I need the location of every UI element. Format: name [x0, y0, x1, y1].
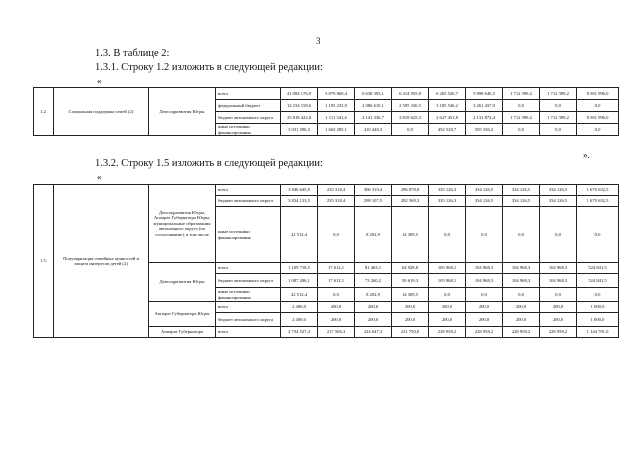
measure-name: Популяризация семейных ценностей и защита интересов детей (2) — [54, 185, 149, 338]
amount-cell: 22 512,4 — [281, 207, 318, 263]
amount-cell: 334 126,5 — [466, 196, 503, 207]
funding-source: иные источники финансирования — [216, 124, 281, 136]
amount-cell: 25 818 422,0 — [281, 112, 318, 124]
amount-cell: 334 126,5 — [503, 185, 540, 196]
table-row-1-2 — [33, 87, 619, 136]
executor: Аппарат Губернатора — [149, 327, 216, 338]
amount-cell: 1 712 399,2 — [503, 112, 540, 124]
amount-cell: 505 336,2 — [466, 124, 503, 136]
amount-cell: 200,0 — [318, 313, 355, 327]
amount-cell: 0,0 — [577, 100, 619, 112]
amount-cell: 200,0 — [540, 302, 577, 313]
amount-cell: 3 824 133,5 — [281, 196, 318, 207]
amount-cell: 335 126,3 — [429, 185, 466, 196]
amount-cell: 0,0 — [577, 124, 619, 136]
amount-cell: 334 126,5 — [540, 185, 577, 196]
amount-cell: 0,0 — [318, 288, 355, 302]
amount-cell: 17 612,1 — [318, 274, 355, 288]
amount-cell: 200,0 — [503, 313, 540, 327]
amount-cell: 200,0 — [503, 302, 540, 313]
amount-cell: 217 506,3 — [318, 327, 355, 338]
table-row — [34, 88, 619, 100]
amount-cell: 0,0 — [318, 207, 355, 263]
amount-cell: 200,0 — [429, 313, 466, 327]
amount-cell: 14 309,5 — [392, 207, 429, 263]
amount-cell: 1 712 399,2 — [540, 88, 577, 100]
funding-source: бюджет автономного округа — [216, 274, 281, 288]
page-number: 3 — [316, 36, 321, 46]
amount-cell: 1 712 399,2 — [540, 112, 577, 124]
amount-cell: 104 968,3 — [540, 274, 577, 288]
amount-cell: 1 111 341,4 — [318, 112, 355, 124]
amount-cell: 1 105 233,9 — [318, 100, 355, 112]
amount-cell: 524 841,5 — [577, 274, 619, 288]
amount-cell: 296 878,8 — [392, 185, 429, 196]
amount-cell: 2 086 610,1 — [355, 100, 392, 112]
amount-cell: 41 084 176,9 — [281, 88, 318, 100]
amount-cell: 2 400,0 — [281, 313, 318, 327]
amount-cell: 200,0 — [429, 302, 466, 313]
amount-cell: 12 234 158,6 — [281, 100, 318, 112]
amount-cell: 5 898 646,5 — [466, 88, 503, 100]
amount-cell: 335 126,3 — [429, 196, 466, 207]
amount-cell: 228 958,2 — [503, 327, 540, 338]
subsection-heading-1-3-1: 1.3.1. Строку 1.2 изложить в следующей редакции: — [95, 62, 323, 73]
amount-cell: 306 310,4 — [355, 185, 392, 196]
amount-cell: 0,0 — [429, 288, 466, 302]
amount-cell: 1 670 632,5 — [577, 185, 619, 196]
amount-cell: 1 663 285,1 — [318, 124, 355, 136]
amount-cell: 1 087 206,1 — [281, 274, 318, 288]
amount-cell: 1 000,0 — [577, 313, 619, 327]
amount-cell: 0,0 — [540, 207, 577, 263]
amount-cell: 8 202,9 — [355, 207, 392, 263]
amount-cell: 81 463,1 — [355, 263, 392, 274]
amount-cell: 410 446,3 — [355, 124, 392, 136]
amount-cell: 334 126,5 — [503, 196, 540, 207]
amount-cell: 224 647,3 — [355, 327, 392, 338]
amount-cell: 524 841,5 — [577, 263, 619, 274]
amount-cell: 0,0 — [392, 124, 429, 136]
amount-cell: 4 141 336,7 — [355, 112, 392, 124]
amount-cell: 1 109 718,5 — [281, 263, 318, 274]
amount-cell: 231 750,0 — [392, 327, 429, 338]
executor: Депсоцразвития Югры — [149, 88, 216, 136]
amount-cell: 14 309,5 — [392, 288, 429, 302]
amount-cell: 200,0 — [466, 302, 503, 313]
funding-source: иные источники финансирования — [216, 288, 281, 302]
amount-cell: 200,0 — [466, 313, 503, 327]
amount-cell: 105 968,1 — [429, 274, 466, 288]
amount-cell: 8 561 996,0 — [577, 112, 619, 124]
amount-cell: 73 260,2 — [355, 274, 392, 288]
amount-cell: 3 819 625,3 — [392, 112, 429, 124]
row-number: 1.2. — [34, 88, 54, 136]
funding-source: всего — [216, 88, 281, 100]
amount-cell: 2 595 330,5 — [392, 100, 429, 112]
open-quote-2: « — [97, 172, 102, 182]
table-row-1-5 — [33, 184, 619, 338]
amount-cell: 334 126,5 — [466, 185, 503, 196]
subsection-heading-1-3-2: 1.3.2. Строку 1.5 изложить в следующей редакции: — [95, 158, 323, 169]
executor: Депсоцразвития Югры, Аппарат Губернатора Югры, муниципальные образования автономного округа (по согласованию), в том числе — [149, 185, 216, 263]
amount-cell: 0,0 — [540, 288, 577, 302]
funding-source: бюджет автономного округа — [216, 196, 281, 207]
amount-cell: 0,0 — [540, 100, 577, 112]
amount-cell: 104 968,3 — [466, 274, 503, 288]
section-heading: 1.3. В таблице 2: — [95, 48, 170, 59]
amount-cell: 228 958,2 — [429, 327, 466, 338]
amount-cell: 0,0 — [466, 207, 503, 263]
amount-cell: 0,0 — [540, 124, 577, 136]
amount-cell: 200,0 — [392, 302, 429, 313]
amount-cell: 2 734 527,4 — [281, 327, 318, 338]
amount-cell: 0,0 — [503, 100, 540, 112]
amount-cell: 0,0 — [577, 288, 619, 302]
amount-cell: 1 670 632,5 — [577, 196, 619, 207]
funding-source: всего — [216, 302, 281, 313]
amount-cell: 200,0 — [540, 313, 577, 327]
amount-cell: 1 712 399,2 — [503, 88, 540, 100]
amount-cell: 200,0 — [392, 313, 429, 327]
funding-source: иные источники финансирования — [216, 207, 281, 263]
amount-cell: 2 131 872,4 — [466, 112, 503, 124]
amount-cell: 235 318,4 — [318, 196, 355, 207]
amount-cell: 200,0 — [355, 313, 392, 327]
amount-cell: 3 261 437,9 — [466, 100, 503, 112]
amount-cell: 6 414 955,8 — [392, 88, 429, 100]
amount-cell: 17 612,1 — [318, 263, 355, 274]
amount-cell: 228 958,2 — [540, 327, 577, 338]
funding-source: бюджет автономного округа — [216, 112, 281, 124]
amount-cell: 8 561 996,0 — [577, 88, 619, 100]
amount-cell: 64 928,8 — [392, 263, 429, 274]
amount-cell: 200,0 — [318, 302, 355, 313]
amount-cell: 22 512,4 — [281, 288, 318, 302]
amount-cell: 6 638 393,1 — [355, 88, 392, 100]
executor: Депсоцразвития Югры — [149, 263, 216, 302]
row-number: 1.5. — [34, 185, 54, 338]
funding-source: всего — [216, 185, 281, 196]
amount-cell: 3 185 546,2 — [429, 100, 466, 112]
funding-source: федеральный бюджет — [216, 100, 281, 112]
amount-cell: 8 202,9 — [355, 288, 392, 302]
funding-source: всего — [216, 327, 281, 338]
amount-cell: 0,0 — [429, 207, 466, 263]
amount-cell: 3 031 596,3 — [281, 124, 318, 136]
amount-cell: 200,0 — [355, 302, 392, 313]
amount-cell: 0,0 — [503, 207, 540, 263]
amount-cell: 2 400,0 — [281, 302, 318, 313]
amount-cell: 282 569,3 — [392, 196, 429, 207]
amount-cell: 104 968,3 — [503, 274, 540, 288]
amount-cell: 50 619,3 — [392, 274, 429, 288]
executor: Аппарат Губернатора Югры — [149, 302, 216, 327]
amount-cell: 3 879 860,4 — [318, 88, 355, 100]
measure-name: Социальная поддержка семей (2) — [54, 88, 149, 136]
funding-source: бюджет автономного округа — [216, 313, 281, 327]
amount-cell: 298 107,5 — [355, 196, 392, 207]
amount-cell: 0,0 — [466, 288, 503, 302]
amount-cell: 104 968,3 — [466, 263, 503, 274]
amount-cell: 1 000,0 — [577, 302, 619, 313]
amount-cell: 0,0 — [503, 288, 540, 302]
amount-cell: 2 627 451,8 — [429, 112, 466, 124]
amount-cell: 104 968,3 — [503, 263, 540, 274]
amount-cell: 6 265 526,7 — [429, 88, 466, 100]
amount-cell: 3 846 645,9 — [281, 185, 318, 196]
amount-cell: 0,0 — [577, 207, 619, 263]
close-quote: ». — [583, 150, 590, 160]
amount-cell: 105 968,1 — [429, 263, 466, 274]
amount-cell: 1 144 791,0 — [577, 327, 619, 338]
amount-cell: 0,0 — [503, 124, 540, 136]
amount-cell: 334 126,5 — [540, 196, 577, 207]
amount-cell: 228 958,2 — [466, 327, 503, 338]
amount-cell: 235 318,4 — [318, 185, 355, 196]
amount-cell: 104 968,3 — [540, 263, 577, 274]
funding-source: всего — [216, 263, 281, 274]
table-row — [34, 185, 619, 196]
open-quote: « — [97, 76, 102, 86]
amount-cell: 452 528,7 — [429, 124, 466, 136]
